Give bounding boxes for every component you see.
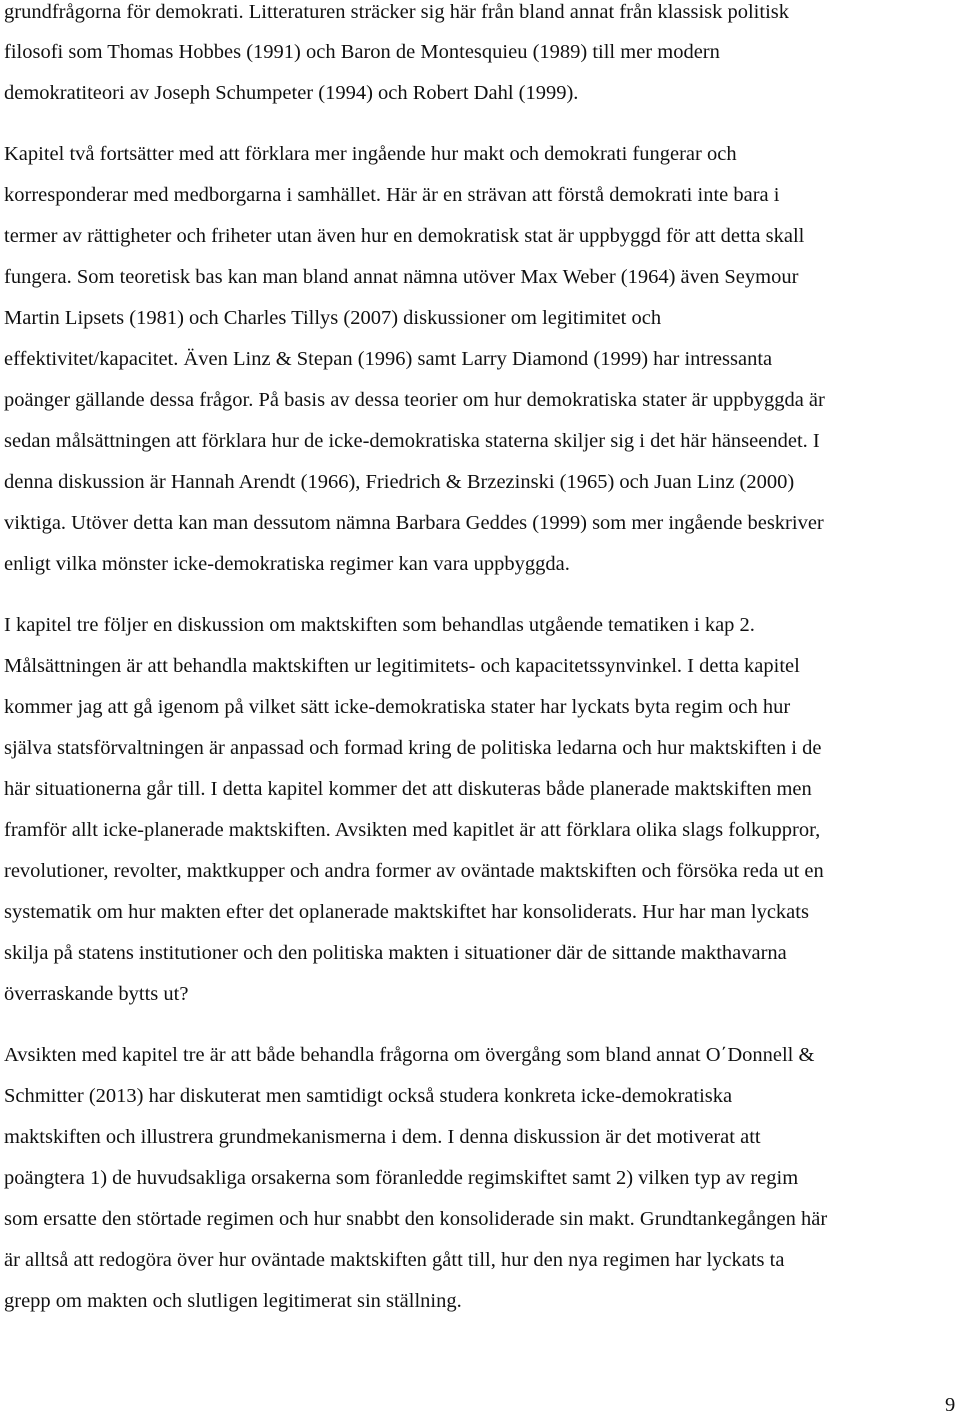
text-line: denna diskussion är Hannah Arendt (1966), Friedrich & Brzezinski (1965) och Juan Linz (2000)	[4, 471, 795, 493]
text-line: grepp om makten och slutligen legitimerat sin ställning.	[4, 1290, 462, 1312]
text-line: Målsättningen är att behandla maktskiften ur legitimitets- och kapacitetssynvinkel. I detta kapitel	[4, 655, 800, 677]
text-line: kommer jag att gå igenom på vilket sätt icke-demokratiska stater har lyckats byta regim och hur	[4, 696, 791, 718]
page-number: 9	[945, 1394, 956, 1416]
text-line: själva statsförvaltningen är anpassad och formad kring de politiska ledarna och hur maktskiften i de	[4, 737, 822, 759]
text-line: enligt vilka mönster icke-demokratiska regimer kan vara uppbyggda.	[4, 553, 570, 575]
text-line: poängtera 1) de huvudsakliga orsakerna som föranledde regimskiftet samt 2) vilken typ av regim	[4, 1167, 799, 1189]
text-line: grundfrågorna för demokrati. Litteraturen sträcker sig här från bland annat från klassisk politisk	[4, 1, 789, 23]
text-line: systematik om hur makten efter det oplanerade maktskiftet har konsoliderats. Hur har man lyckats	[4, 901, 809, 923]
text-line: Avsikten med kapitel tre är att både behandla frågorna om övergång som bland annat O΄Donnell &	[4, 1044, 815, 1066]
text-line: överraskande bytts ut?	[4, 983, 189, 1005]
text-line: Schmitter (2013) har diskuterat men samtidigt också studera konkreta icke-demokratiska	[4, 1085, 733, 1107]
text-line: I kapitel tre följer en diskussion om maktskiften som behandlas utgående tematiken i kap 2.	[4, 614, 755, 636]
text-line: sedan målsättningen att förklara hur de icke-demokratiska staterna skiljer sig i det här hänseendet. I	[4, 430, 820, 452]
text-line: viktiga. Utöver detta kan man dessutom nämna Barbara Geddes (1999) som mer ingående beskriver	[4, 512, 824, 534]
text-line: Martin Lipsets (1981) och Charles Tillys (2007) diskussioner om legitimitet och	[4, 307, 662, 329]
text-line: fungera. Som teoretisk bas kan man bland annat nämna utöver Max Weber (1964) även Seymour	[4, 266, 799, 288]
text-line: demokratiteori av Joseph Schumpeter (1994) och Robert Dahl (1999).	[4, 82, 579, 104]
text-line: effektivitet/kapacitet. Även Linz & Stepan (1996) samt Larry Diamond (1999) har intressanta	[4, 348, 773, 370]
text-line: termer av rättigheter och friheter utan även hur en demokratisk stat är uppbyggd för att detta skall	[4, 225, 805, 247]
text-line: här situationerna går till. I detta kapitel kommer det att diskuteras både planerade maktskiften men	[4, 778, 812, 800]
text-line: framför allt icke-planerade maktskiften. Avsikten med kapitlet är att förklara olika slags folkuppror,	[4, 819, 821, 841]
text-line: poänger gällande dessa frågor. På basis av dessa teorier om hur demokratiska stater är uppbyggda är	[4, 389, 825, 411]
text-line: Kapitel två fortsätter med att förklara mer ingående hur makt och demokrati fungerar och	[4, 143, 737, 165]
text-line: är alltså att redogöra över hur oväntade maktskiften gått till, hur den nya regimen har lyckats ta	[4, 1249, 785, 1271]
text-line: som ersatte den störtade regimen och hur snabbt den konsoliderade sin makt. Grundtankegången här	[4, 1208, 828, 1230]
text-line: maktskiften och illustrera grundmekanismerna i dem. I denna diskussion är det motiverat att	[4, 1126, 761, 1148]
text-line: filosofi som Thomas Hobbes (1991) och Baron de Montesquieu (1989) till mer modern	[4, 41, 720, 63]
text-line: skilja på statens institutioner och den politiska makten i situationer där de sittande makthavarna	[4, 942, 787, 964]
text-line: korresponderar med medborgarna i samhället. Här är en strävan att förstå demokrati inte bara i	[4, 184, 780, 206]
text-line: revolutioner, revolter, maktkupper och andra former av oväntade maktskiften och försöka reda ut en	[4, 860, 824, 882]
